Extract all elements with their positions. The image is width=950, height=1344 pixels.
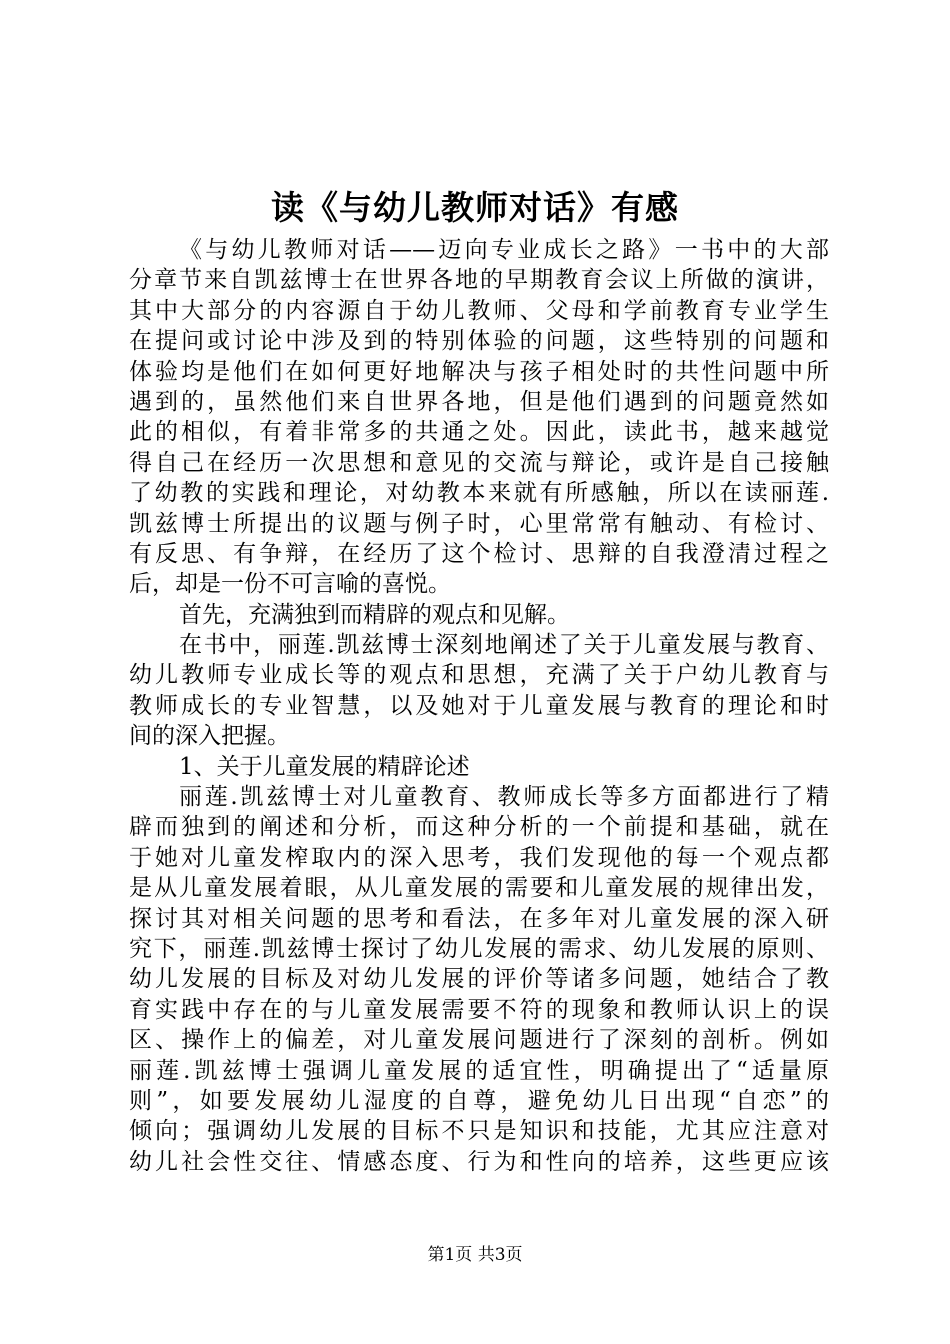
text-line: 究下，丽莲.凯兹博士探讨了幼儿发展的需求、幼儿发展的原则、 <box>129 935 829 962</box>
text-line: 探讨其对相关问题的思考和看法，在多年对儿童发展的深入研 <box>129 905 829 932</box>
page-footer: 第1页 共3页 <box>427 1245 523 1265</box>
text-line: 是从儿童发展着眼，从儿童发展的需要和儿童发展的规律出发， <box>129 875 829 902</box>
text-line: 在提问或讨论中涉及到的特别体验的问题，这些特别的问题和 <box>129 328 829 355</box>
text-line: 其中大部分的内容源自于幼儿教师、父母和学前教育专业学生 <box>129 297 829 324</box>
text-line: 分章节来自凯兹博士在世界各地的早期教育会议上所做的演讲， <box>129 267 829 294</box>
text-line: 丽莲.凯兹博士对儿童教育、教师成长等多方面都进行了精 <box>179 784 829 811</box>
text-line: 倾向；强调幼儿发展的目标不只是知识和技能，尤其应注意对 <box>129 1118 829 1145</box>
text-line: 育实践中存在的与儿童发展需要不符的现象和教师认识上的误 <box>129 996 829 1023</box>
text-line: 辟而独到的阐述和分析，而这种分析的一个前提和基础，就在 <box>129 814 829 841</box>
text-line: 凯兹博士所提出的议题与例子时，心里常常有触动、有检讨、 <box>129 510 829 537</box>
text-line: 幼儿发展的目标及对幼儿发展的评价等诸多问题，她结合了教 <box>129 966 829 993</box>
text-line: 《与幼儿教师对话——迈向专业成长之路》一书中的大部 <box>179 237 829 263</box>
text-line: 此的相似，有着非常多的共通之处。因此，读此书，越来越觉 <box>129 419 829 446</box>
text-line: 了幼教的实践和理论，对幼教本来就有所感触，所以在读丽莲. <box>129 480 829 507</box>
text-line: 1、关于儿童发展的精辟论述 <box>179 753 470 780</box>
document-title: 读《与幼儿教师对话》有感 <box>271 188 679 227</box>
text-line: 首先，充满独到而精辟的观点和见解。 <box>179 601 570 628</box>
text-line: 幼儿社会性交往、情感态度、行为和性向的培养，这些更应该 <box>129 1148 829 1175</box>
text-line: 在书中，丽莲.凯兹博士深刻地阐述了关于儿童发展与教育、 <box>179 632 829 659</box>
text-line: 遇到的，虽然他们来自世界各地，但是他们遇到的问题竟然如 <box>129 388 829 415</box>
text-line: 教师成长的专业智慧，以及她对于儿童发展与教育的理论和时 <box>129 692 829 719</box>
text-line: 间的深入把握。 <box>129 723 290 750</box>
text-line: 后，却是一份不可言喻的喜悦。 <box>129 571 451 598</box>
text-line: 有反思、有争辩，在经历了这个检讨、思辩的自我澄清过程之 <box>129 540 829 567</box>
text-line: 区、操作上的偏差，对儿童发展问题进行了深刻的剖析。例如 <box>129 1027 829 1054</box>
text-line: 得自己在经历一次思想和意见的交流与辩论，或许是自己接触 <box>129 449 829 476</box>
text-line: 丽莲.凯兹博士强调儿童发展的适宜性，明确提出了“适量原 <box>129 1057 829 1084</box>
document-body <box>129 235 829 1177</box>
text-line: 体验均是他们在如何更好地解决与孩子相处时的共性问题中所 <box>129 358 829 385</box>
text-line: 幼儿教师专业成长等的观点和思想，充满了关于户幼儿教育与 <box>129 662 829 689</box>
text-line: 则”，如要发展幼儿湿度的自尊，避免幼儿日出现“自恋”的 <box>129 1087 829 1114</box>
text-line: 于她对儿童发榨取内的深入思考，我们发现他的每一个观点都 <box>129 844 829 871</box>
